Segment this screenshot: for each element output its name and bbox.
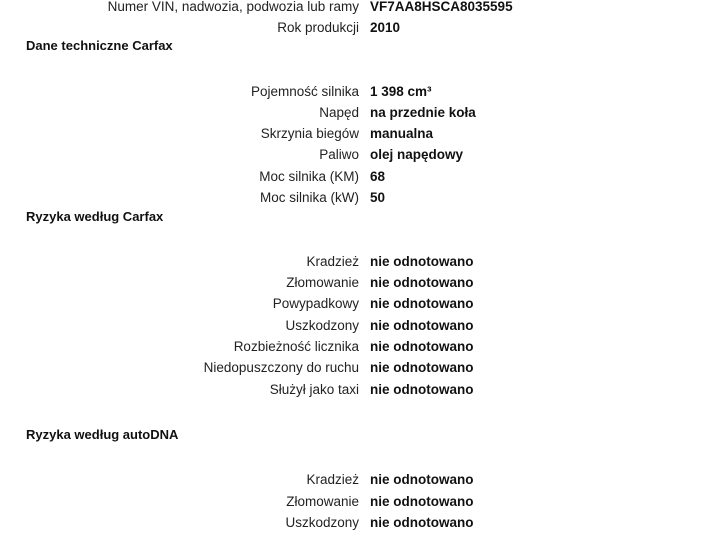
technical-heading: Dane techniczne Carfax <box>26 38 173 53</box>
year-label: Rok produkcji <box>277 20 359 35</box>
risks-carfax-heading: Ryzyka według Carfax <box>26 209 164 224</box>
row-value: manualna <box>370 126 434 141</box>
row-label: Kradzież <box>306 472 359 487</box>
table-row <box>0 187 719 208</box>
row-value: nie odnotowano <box>370 275 474 290</box>
risks-autodna-heading: Ryzyka według autoDNA <box>26 427 179 442</box>
row-label: Skrzynia biegów <box>260 126 359 141</box>
vin-row <box>0 0 719 17</box>
row-label: Moc silnika (KM) <box>259 169 359 184</box>
year-row <box>0 17 719 38</box>
table-row <box>0 469 719 490</box>
row-label: Kradzież <box>306 254 359 269</box>
vin-value: VF7AA8HSCA8035595 <box>370 0 513 14</box>
vin-label: Numer VIN, nadwozia, podwozia lub ramy <box>107 0 359 14</box>
row-label: Niedopuszczony do ruchu <box>203 360 359 375</box>
row-value: nie odnotowano <box>370 472 474 487</box>
row-label: Moc silnika (kW) <box>259 190 359 205</box>
row-value: nie odnotowano <box>370 254 474 269</box>
table-row <box>0 293 719 314</box>
row-value: nie odnotowano <box>370 296 474 311</box>
row-value: nie odnotowano <box>370 339 474 354</box>
row-value: nie odnotowano <box>370 360 474 375</box>
table-row <box>0 315 719 336</box>
row-value: nie odnotowano <box>370 494 474 509</box>
table-row <box>0 357 719 378</box>
row-label: Uszkodzony <box>285 515 359 530</box>
row-label: Napęd <box>319 105 359 120</box>
row-value: na przednie koła <box>370 105 476 120</box>
table-row <box>0 81 719 102</box>
year-value: 2010 <box>370 20 401 35</box>
table-row <box>0 272 719 293</box>
table-row <box>0 336 719 357</box>
row-value: 68 <box>370 169 386 184</box>
table-row <box>0 144 719 165</box>
table-row <box>0 512 719 530</box>
row-label: Złomowanie <box>286 275 359 290</box>
row-label: Powypadkowy <box>272 296 359 311</box>
table-row <box>0 491 719 512</box>
table-row <box>0 251 719 272</box>
row-label: Pojemność silnika <box>250 84 359 99</box>
row-value: nie odnotowano <box>370 382 474 397</box>
row-label: Uszkodzony <box>285 318 359 333</box>
table-row <box>0 379 719 400</box>
table-row <box>0 123 719 144</box>
row-label: Paliwo <box>319 147 359 162</box>
row-value: olej napędowy <box>370 147 464 162</box>
row-value: nie odnotowano <box>370 515 474 530</box>
row-label: Złomowanie <box>286 494 359 509</box>
row-label: Służył jako taxi <box>269 382 359 397</box>
row-value: 50 <box>370 190 386 205</box>
row-value: 1 398 cm³ <box>370 84 432 99</box>
table-row <box>0 102 719 123</box>
row-value: nie odnotowano <box>370 318 474 333</box>
table-row <box>0 166 719 187</box>
row-label: Rozbieżność licznika <box>233 339 359 354</box>
